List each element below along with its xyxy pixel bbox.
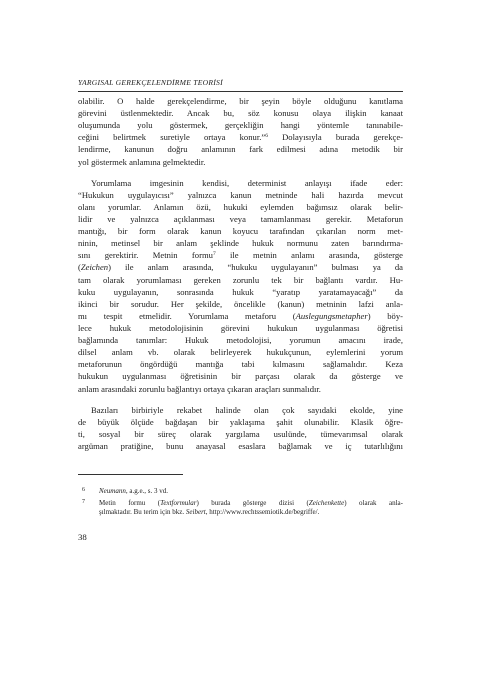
line-text: tam olarak yorumlaması gereken zorunlu tek bir bağlantı vardır. Hu- xyxy=(78,274,403,285)
text-line xyxy=(78,95,403,107)
text-line xyxy=(78,189,403,201)
italic-term: Seibert xyxy=(185,508,206,517)
line-text: Dolayısıyla burada gerekçe- xyxy=(267,132,403,143)
line-text: anlam arasındaki zorunlu bağlantıyı ortaya çıkaran araçları sunmalıdır. xyxy=(78,383,321,394)
line-text: argüman pratiğine, bunu anayasal esaslara bağlamak ve iç tutarlılığını xyxy=(78,440,403,451)
line-text: sını gerektirir. Metnin formu xyxy=(78,250,213,261)
line-text: Metin formu ( xyxy=(99,499,161,508)
text-line xyxy=(78,334,403,346)
footnote xyxy=(78,499,403,517)
footnote xyxy=(78,487,403,496)
text-line xyxy=(78,131,403,143)
text-line xyxy=(78,201,403,213)
line-text: Yorumlama imgesinin kendisi, determinist anlayışı ifade eder: xyxy=(91,177,403,188)
line-text: ninin, metinsel bir anlam şeklinde hukuk normunu zaten barındırma- xyxy=(78,238,403,249)
text-line xyxy=(78,310,403,322)
running-head: YARGISAL GEREKÇELENDİRME TEORİSİ xyxy=(78,78,223,87)
text-line xyxy=(78,322,403,334)
text-line xyxy=(78,274,403,286)
line-text: lece hukuk metodolojisinin görevini hukukun uygulanması öğretisi xyxy=(78,322,403,333)
text-line xyxy=(78,177,403,189)
text-line xyxy=(78,440,403,452)
text-line xyxy=(78,213,403,225)
line-text: metaforunun öngördüğü mantığa tabi kılmasını sağlamalıdır. Keza xyxy=(78,359,403,370)
italic-term: Textformular xyxy=(160,499,197,508)
italic-term: Neumann xyxy=(99,487,126,495)
line-text: yol göstermek anlamına gelmektedir. xyxy=(78,156,206,167)
italic-term: Zeichenkette xyxy=(308,499,345,508)
line-text: mantığı, bir form olarak kanun koyucu tarafından çıkarılan norm met- xyxy=(78,226,403,237)
line-text: hukukun uygulanması öğretisinin bir parçası olarak da gösterge ve xyxy=(78,371,403,382)
line-text: Bazıları birbiriyle rekabet halinde olan çok sayıdaki ekolde, yine xyxy=(91,404,403,415)
text-line xyxy=(78,370,403,382)
footnote-marker: 6 xyxy=(265,133,268,140)
line-text: lidir ve yalnızca açıklanması veya tamamlanması gerekir. Metaforun xyxy=(78,213,403,224)
text-line xyxy=(78,358,403,370)
body-text xyxy=(78,95,403,452)
line-text: lendirme, kanunun doğru anlamının fark edilmesi adına metodik bir xyxy=(78,144,403,155)
text-line xyxy=(78,107,403,119)
text-line xyxy=(78,237,403,249)
footnotes xyxy=(78,487,403,521)
line-text: kuku uygulayanın, sonrasında hukuk “yaratıp yaratamayacağı” da xyxy=(78,286,403,297)
text-line xyxy=(78,143,403,155)
footnote-line xyxy=(99,508,403,517)
paragraph xyxy=(78,177,403,395)
footnote-line xyxy=(99,487,403,496)
footnote-number: 6 xyxy=(82,487,85,493)
footnote-marker: 7 xyxy=(212,251,216,258)
line-text: , http://www.rechtssemiotik.de/begriffe/. xyxy=(205,508,320,517)
line-text: ceğini belirtmek suretiyle ortaya konur.” xyxy=(78,132,266,143)
line-text: ile metnin anlamı arasında, gösterge xyxy=(215,250,403,261)
paragraph xyxy=(78,95,403,168)
line-text: görevini üstlenmektedir. Ancak bu, söz konusu olaya ilişkin kanaat xyxy=(78,108,403,119)
line-text: ( xyxy=(78,262,81,273)
line-text: dilsel anlam vb. olarak belirleyerek hukukçunun, eylemlerini yorum xyxy=(78,347,403,358)
text-line xyxy=(78,225,403,237)
text-line xyxy=(78,428,403,440)
line-text: mı tespit etmelidir. Yorumlama metaforu ( xyxy=(78,310,296,321)
line-text: ikinci bir sorudur. Her şekilde, öncelikle (kanun) metninin lafzi anla- xyxy=(78,298,403,309)
text-line xyxy=(78,383,403,395)
italic-term: Auslegungsmetapher xyxy=(295,310,368,321)
text-line xyxy=(78,261,403,273)
line-text: ) olarak anla- xyxy=(344,499,403,508)
text-line xyxy=(78,404,403,416)
text-line xyxy=(78,119,403,131)
italic-term: Zeichen xyxy=(80,262,109,273)
line-text: ) burada gösterge dizisi ( xyxy=(196,499,309,508)
line-text: olanı yorumlar. Anlamın özü, hukuki eylemden bağımsız olarak belir- xyxy=(78,201,403,212)
line-text: ) böy- xyxy=(367,310,403,321)
line-text: de büyük ölçüde bağdaşan bir yaklaşıma şahit olunabilir. Klasik öğre- xyxy=(78,416,403,427)
footnote-number: 7 xyxy=(82,499,85,506)
header-rule xyxy=(78,91,403,92)
line-text: ) ile anlam arasında, “hukuku uygulayanın” bulması ya da xyxy=(108,262,403,273)
paragraph xyxy=(78,404,403,452)
page-number: 38 xyxy=(78,532,87,542)
text-line xyxy=(78,346,403,358)
text-line xyxy=(78,416,403,428)
text-line xyxy=(78,286,403,298)
text-line xyxy=(78,156,403,168)
line-text: bağlamında tanımlar: Hukuk metodolojisi, yorumun amacını irade, xyxy=(78,335,403,346)
line-text: , a.g.e., s. 3 vd. xyxy=(125,487,169,495)
line-text: olabilir. O halde gerekçelendirme, bir şeyin böyle olduğunu kanıtlama xyxy=(78,96,403,106)
footnote-rule xyxy=(78,474,183,475)
line-text: şılmaktadır. Bu terim için bkz. xyxy=(99,508,186,517)
line-text: “Hukukun uygulayıcısı” yalnızca kanun metninde hali hazırda mevcut xyxy=(78,189,403,200)
line-text: ti, sosyal bir süreç olarak yargılama usulünde, tümevarımsal olarak xyxy=(78,428,403,439)
text-line xyxy=(78,298,403,310)
footnote-line xyxy=(99,499,403,508)
text-line xyxy=(78,249,403,261)
line-text: oluşumunda yolu göstermek, gerçekliğin hangi yöntemle tanınabile- xyxy=(78,120,403,131)
